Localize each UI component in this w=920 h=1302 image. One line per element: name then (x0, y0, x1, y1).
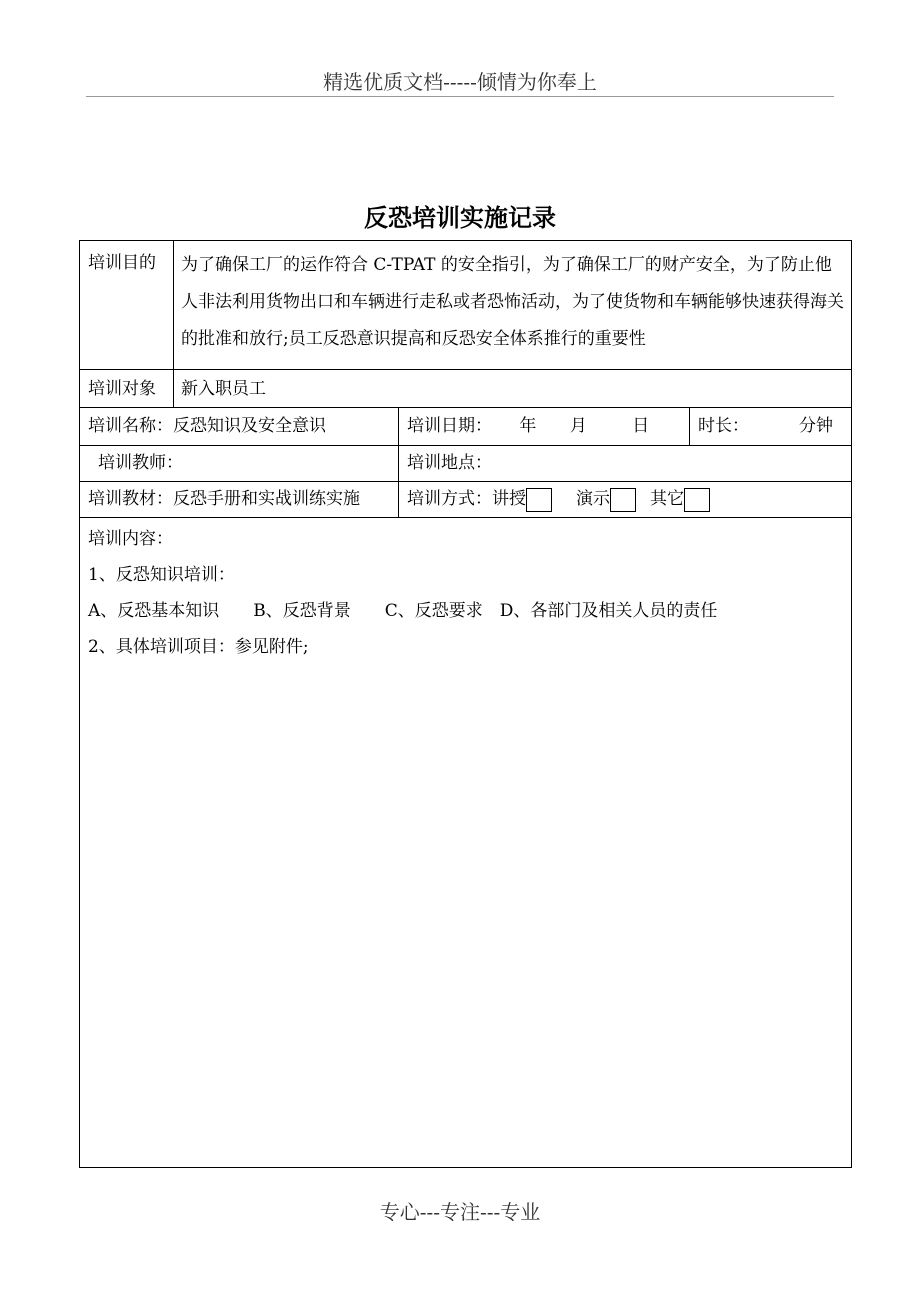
column-divider (689, 407, 690, 445)
date-year: 年 (519, 416, 537, 436)
material-field (88, 489, 360, 509)
row-divider (80, 407, 851, 408)
date-day: 日 (632, 416, 650, 436)
method-other-checkbox[interactable] (684, 488, 710, 512)
material-value: 反恐手册和实战训练实施 (173, 489, 360, 509)
location-label: 培训地点： (407, 453, 492, 473)
header-divider (86, 96, 834, 97)
method-option-other: 其它 (650, 489, 684, 509)
column-divider (398, 407, 399, 517)
method-demo-checkbox[interactable] (610, 488, 636, 512)
content-line: A、反恐基本知识 B、反恐背景 C、反恐要求 D、各部门及相关人员的责任 (88, 601, 718, 621)
column-divider (173, 241, 174, 407)
audience-value: 新入职员工 (181, 379, 266, 399)
material-label: 培训教材： (88, 489, 173, 509)
teacher-label: 培训教师： (98, 453, 183, 473)
purpose-text: 为了确保工厂的运作符合 C-TPAT 的安全指引，为了确保工厂的财产安全，为了防止他人非法利用货物出口和车辆进行走私或者恐怖活动，为了使货物和车辆能够快速获得海关的批准和放行;员工反恐意识提高和反恐安全体系推行的重要性 (181, 255, 844, 349)
training-name-label: 培训名称： (88, 416, 173, 436)
page-header: 精选优质文档-----倾情为你奉上 (323, 70, 597, 94)
method-option-lecture: 讲授 (492, 489, 526, 509)
training-name-field (88, 416, 326, 436)
row-divider (80, 517, 851, 518)
training-record-form (79, 240, 852, 1168)
content-label: 培训内容： (88, 529, 173, 549)
training-date-field (407, 416, 649, 436)
row-divider (80, 369, 851, 370)
method-option-demo: 演示 (576, 489, 610, 509)
content-line: 2、具体培训项目：参见附件; (88, 637, 309, 657)
duration-unit: 分钟 (799, 416, 833, 436)
method-label: 培训方式： (407, 489, 492, 509)
row-divider (80, 445, 851, 446)
method-lecture-checkbox[interactable] (526, 488, 552, 512)
duration-label: 时长： (698, 416, 749, 436)
content-line: 1、反恐知识培训： (88, 565, 235, 585)
page-footer: 专心---专注---专业 (379, 1200, 541, 1224)
method-field (407, 487, 714, 512)
date-month: 月 (569, 416, 587, 436)
training-date-label: 培训日期： (407, 416, 492, 436)
audience-label: 培训对象 (88, 379, 156, 399)
row-divider (80, 481, 851, 482)
purpose-label: 培训目的 (88, 253, 156, 273)
page-title: 反恐培训实施记录 (364, 203, 556, 232)
training-name-value: 反恐知识及安全意识 (173, 416, 326, 436)
